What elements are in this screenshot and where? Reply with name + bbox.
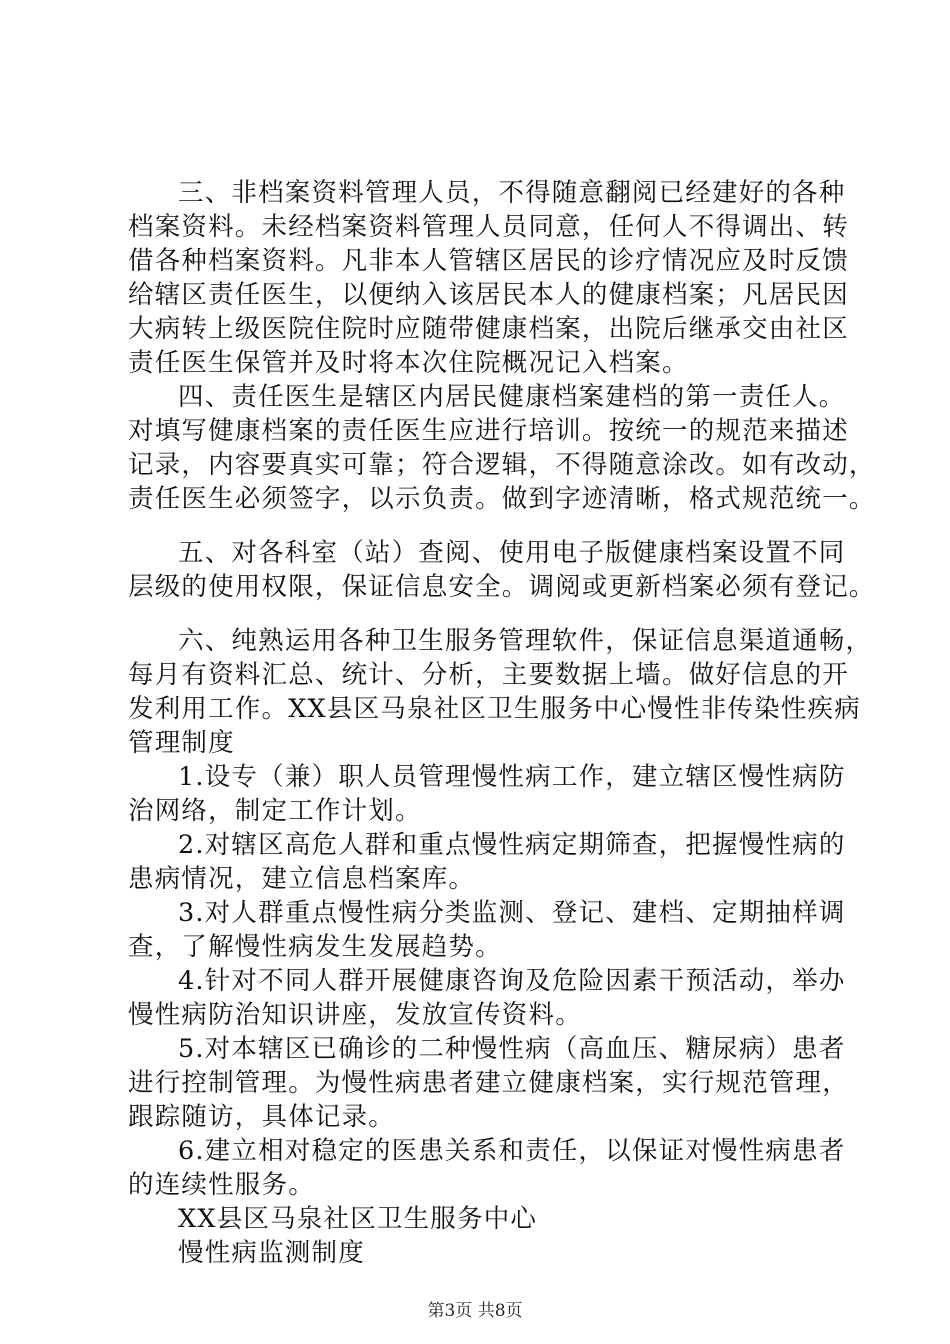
paragraph-6-line-2: 每月有资料汇总、统计、分析，主要数据上墙。做好信息的开 [128, 660, 849, 690]
item-1-line-1: 1.设专（兼）职人员管理慢性病工作，建立辖区慢性病防 [178, 762, 846, 792]
item-4-line-2: 慢性病防治知识讲座，发放宣传资料。 [128, 1000, 582, 1030]
paragraph-5-line-1: 五、对各科室（站）查阅、使用电子版健康档案设置不同 [178, 538, 846, 568]
section-title: 慢性病监测制度 [178, 1238, 365, 1268]
item-4-line-1: 4.针对不同人群开展健康咨询及危险因素干预活动，举办 [178, 966, 846, 996]
item-6-line-2: 的连续性服务。 [128, 1170, 315, 1200]
item-2-line-1: 2.对辖区高危人群和重点慢性病定期筛查，把握慢性病的 [178, 830, 846, 860]
item-6-line-1: 6.建立相对稳定的医患关系和责任，以保证对慢性病患者 [178, 1136, 846, 1166]
item-2-line-2: 患病情况，建立信息档案库。 [128, 864, 476, 894]
paragraph-3-line-5: 大病转上级医院住院时应随带健康档案，出院后继承交由社区 [128, 314, 849, 344]
item-5-line-1: 5.对本辖区已确诊的二种慢性病（高血压、糖尿病）患者 [178, 1034, 846, 1064]
item-5-line-3: 跟踪随访，具体记录。 [128, 1102, 396, 1132]
item-1-line-2: 治网络，制定工作计划。 [128, 796, 422, 826]
paragraph-3-line-6: 责任医生保管并及时将本次住院概况记入档案。 [128, 348, 689, 378]
paragraph-3-line-1: 三、非档案资料管理人员，不得随意翻阅已经建好的各种 [178, 178, 846, 208]
paragraph-4-line-4: 责任医生必须签字，以示负责。做到字迹清晰，格式规范统一。 [128, 484, 876, 514]
paragraph-6-line-4: 管理制度 [128, 728, 235, 758]
paragraph-3-line-2: 档案资料。未经档案资料管理人员同意，任何人不得调出、转 [128, 212, 849, 242]
item-5-line-2: 进行控制管理。为慢性病患者建立健康档案，实行规范管理， [128, 1068, 849, 1098]
item-3-line-2: 查，了解慢性病发生发展趋势。 [128, 932, 502, 962]
paragraph-6-line-3: 发利用工作。XX县区马泉社区卫生服务中心慢性非传染性疾病 [128, 694, 861, 724]
paragraph-3-line-4: 给辖区责任医生，以便纳入该居民本人的健康档案；凡居民因 [128, 280, 849, 310]
paragraph-4-line-2: 对填写健康档案的责任医生应进行培训。按统一的规范来描述 [128, 416, 849, 446]
paragraph-4-line-1: 四、责任医生是辖区内居民健康档案建档的第一责任人。 [178, 382, 846, 412]
item-3-line-1: 3.对人群重点慢性病分类监测、登记、建档、定期抽样调 [178, 898, 846, 928]
organization-name: XX县区马泉社区卫生服务中心 [178, 1204, 538, 1234]
page-indicator: 第3页 共8页 [427, 1301, 523, 1321]
paragraph-5-line-2: 层级的使用权限，保证信息安全。调阅或更新档案必须有登记。 [128, 572, 876, 602]
paragraph-6-line-1: 六、纯熟运用各种卫生服务管理软件，保证信息渠道通畅， [178, 626, 873, 656]
paragraph-4-line-3: 记录，内容要真实可靠；符合逻辑，不得随意涂改。如有改动， [128, 450, 876, 480]
paragraph-3-line-3: 借各种档案资料。凡非本人管辖区居民的诊疗情况应及时反馈 [128, 246, 849, 276]
